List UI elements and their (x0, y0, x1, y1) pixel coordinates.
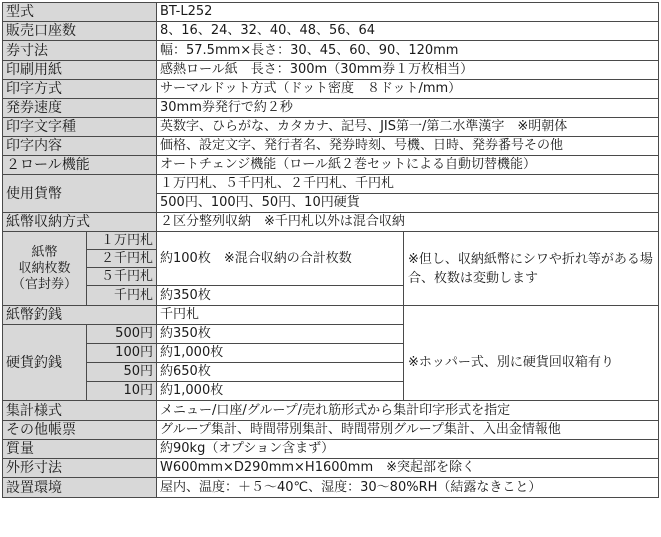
label-coin-change: 硬貨釣銭 (3, 325, 87, 401)
row-two-roll (3, 156, 659, 175)
label-mass: 質量 (3, 440, 157, 459)
row-note-change (3, 306, 659, 325)
coin-denom-10: 10円 (87, 382, 157, 401)
row-other-ledger (3, 421, 659, 440)
value-note-storage: ２区分整列収納 ※千円札以外は混合収納 (157, 213, 659, 232)
label-note-capacity-line-2: 収納枚数 (18, 260, 71, 276)
coin-denom-100: 100円 (87, 344, 157, 363)
value-dimensions: W600mm×D290mm×H1600mm ※突起部を除く (157, 459, 659, 478)
label-content: 印字内容 (3, 137, 157, 156)
row-model (3, 3, 659, 22)
label-two-roll: ２ロール機能 (3, 156, 157, 175)
row-note-capacity-1 (3, 232, 659, 250)
label-environment: 設置環境 (3, 478, 157, 498)
label-dimensions: 外形寸法 (3, 459, 157, 478)
row-paper (3, 61, 659, 80)
value-chars: 英数字、ひらがな、カタカナ、記号、JIS第一/第二水準漢字 ※明朝体 (157, 118, 659, 137)
value-content: 価格、設定文字、発行者名、発券時刻、号機、日時、発券番号その他 (157, 137, 659, 156)
label-ticket-size: 券寸法 (3, 41, 157, 61)
row-content (3, 137, 659, 156)
value-currency-notes: １万円札、５千円札、２千円札、千円札 (157, 175, 659, 194)
row-currency-notes (3, 175, 659, 194)
label-note-capacity-line-3: （官封券） (11, 276, 77, 292)
value-summary: メニュー/口座/グループ/売れ筋形式から集計印字形式を指定 (157, 401, 659, 421)
value-two-roll: オートチェンジ機能（ロール紙２巻セットによる自動切替機能） (157, 156, 659, 175)
coin-change-remark: ※ホッパー式、別に硬貨回収箱有り (404, 325, 659, 401)
row-mass (3, 440, 659, 459)
coin-value-100: 約1,000枚 (157, 344, 404, 363)
value-note-change: 千円札 (157, 306, 404, 325)
row-summary (3, 401, 659, 421)
row-note-storage (3, 213, 659, 232)
label-speed: 発券速度 (3, 99, 157, 118)
row-chars (3, 118, 659, 137)
coin-denom-50: 50円 (87, 363, 157, 382)
label-paper: 印刷用紙 (3, 61, 157, 80)
label-note-capacity-line-1: 紙幣 (31, 244, 58, 260)
value-note-capacity-thousand: 約350枚 (157, 286, 404, 306)
row-environment (3, 478, 659, 498)
label-note-storage (3, 213, 157, 232)
label-other-ledger: その他帳票 (3, 421, 157, 440)
denom-10000-note: １万円札 (87, 232, 157, 250)
denom-1000-note: 千円札 (87, 286, 157, 306)
label-note-change: 紙幣釣銭 (3, 306, 157, 325)
row-ticket-size (3, 41, 659, 61)
note-capacity-remark: ※但し、収納紙幣にシワや折れ等がある場合、枚数は変動します (404, 232, 659, 306)
label-note-capacity (3, 232, 87, 306)
value-ticket-size: 幅：57.5mm×長さ：30、45、60、90、120mm (157, 41, 659, 61)
label-model: 型式 (3, 3, 157, 22)
label-note-storage-text: 紙幣収納方式 (6, 214, 90, 230)
value-model: BT-L252 (157, 3, 659, 22)
value-print-method: サーマルドット方式（ドット密度 ８ドット/mm） (157, 80, 659, 99)
value-speed: 30mm券発行で約２秒 (157, 99, 659, 118)
label-chars: 印字文字種 (3, 118, 157, 137)
value-other-ledger: グループ集計、時間帯別集計、時間帯別グループ集計、入出金情報他 (157, 421, 659, 440)
row-print-method (3, 80, 659, 99)
coin-denom-500: 500円 (87, 325, 157, 344)
denom-5000-note: ５千円札 (87, 268, 157, 286)
coin-value-500: 約350枚 (157, 325, 404, 344)
coin-value-50: 約650枚 (157, 363, 404, 382)
spec-sheet (2, 2, 658, 533)
label-currency: 使用貨幣 (3, 175, 157, 213)
value-note-capacity-mixed: 約100枚 ※混合収納の合計枚数 (157, 232, 404, 286)
value-mass: 約90kg（オプション含まず） (157, 440, 659, 459)
spec-table (2, 2, 659, 498)
label-summary: 集計様式 (3, 401, 157, 421)
coin-value-10: 約1,000枚 (157, 382, 404, 401)
row-seats (3, 22, 659, 41)
row-speed (3, 99, 659, 118)
value-currency-coins: 500円、100円、50円、10円硬貨 (157, 194, 659, 213)
denom-2000-note: ２千円札 (87, 250, 157, 268)
value-seats: 8、16、24、32、40、48、56、64 (157, 22, 659, 41)
value-paper: 感熱ロール紙 長さ：300m（30mm券１万枚相当） (157, 61, 659, 80)
label-seats: 販売口座数 (3, 22, 157, 41)
note-change-blank (404, 306, 659, 325)
value-environment: 屋内、温度：＋５～40℃、湿度：30～80%RH（結露なきこと） (157, 478, 659, 498)
label-print-method: 印字方式 (3, 80, 157, 99)
row-dimensions (3, 459, 659, 478)
row-coin-change-1 (3, 325, 659, 344)
